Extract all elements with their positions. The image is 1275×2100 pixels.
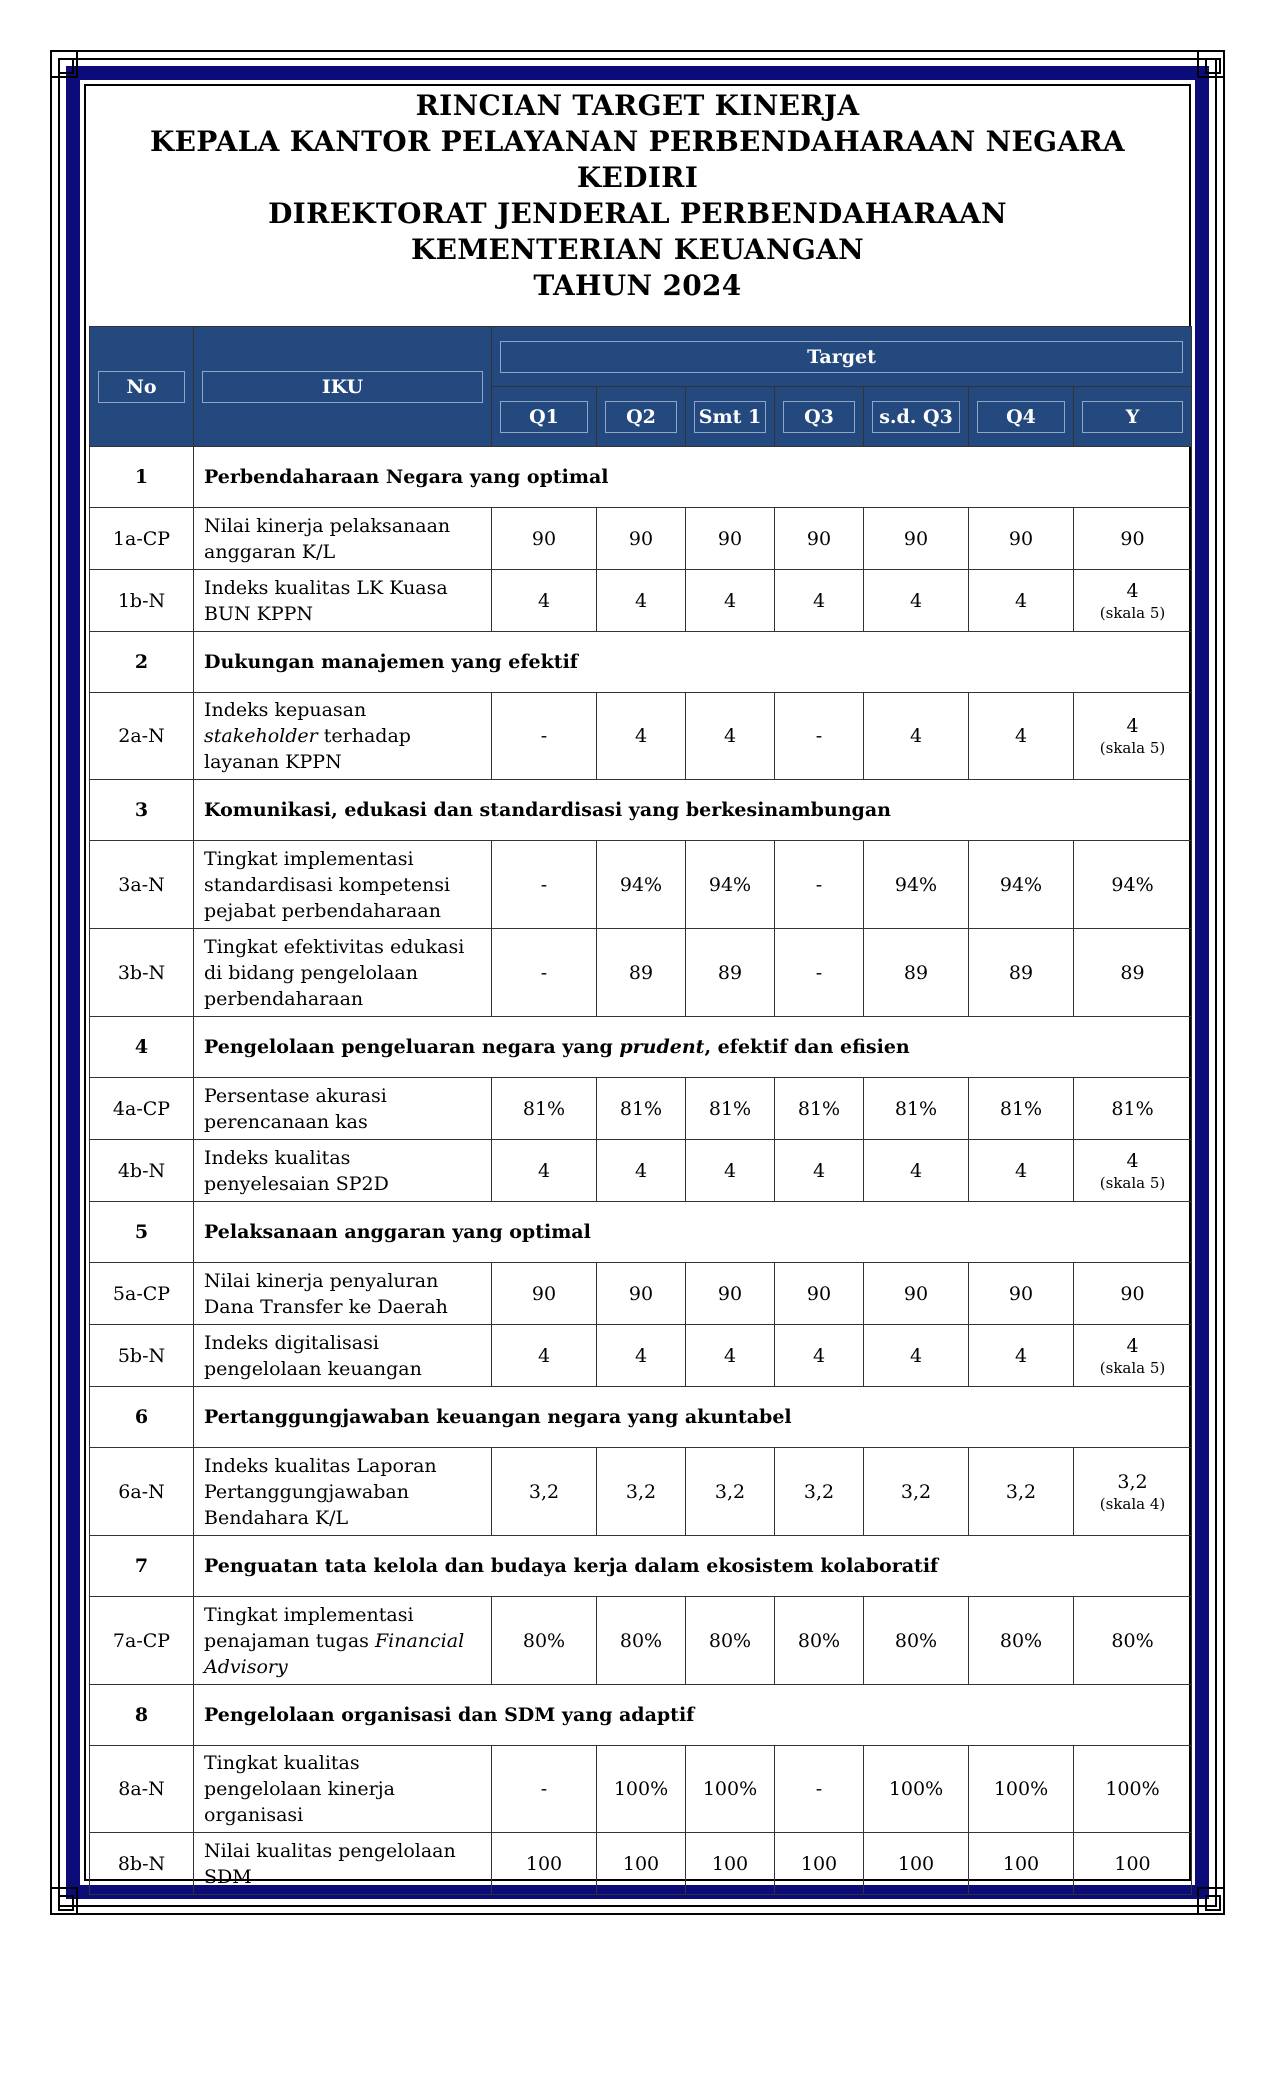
iku-code: 4a-CP [90, 1078, 194, 1140]
target-q2: 80% [597, 1597, 686, 1685]
iku-name-part: Indeks kepuasan [204, 699, 367, 721]
target-smt1: 89 [686, 929, 775, 1017]
target-q2: 4 [597, 570, 686, 632]
target-q4: 100% [969, 1746, 1074, 1833]
target-q3: 4 [775, 1140, 864, 1202]
frame-corner-ornament [50, 50, 78, 78]
target-q3: 100 [775, 1833, 864, 1895]
header-q4: Q4 [969, 387, 1074, 447]
scale-note: (skala 4) [1099, 1494, 1166, 1513]
iku-name [194, 693, 492, 780]
target-sdq3: 4 [864, 570, 969, 632]
target-y-value: 4 [1126, 579, 1139, 602]
target-q2: 4 [597, 693, 686, 780]
target-sdq3: 100% [864, 1746, 969, 1833]
target-q3: 3,2 [775, 1448, 864, 1536]
iku-name: Persentase akurasi perencanaan kas [194, 1078, 492, 1140]
target-y-value: 4 [1126, 1334, 1139, 1357]
table-row [90, 1325, 1192, 1387]
target-q2: 94% [597, 841, 686, 929]
iku-code: 8a-N [90, 1746, 194, 1833]
group-title-italic: prudent [619, 1036, 705, 1058]
scale-note: (skala 5) [1099, 739, 1166, 757]
table-row [90, 1597, 1192, 1685]
target-q1: 81% [492, 1078, 597, 1140]
table-row [90, 1746, 1192, 1833]
target-q1: 4 [492, 570, 597, 632]
target-smt1: 90 [686, 508, 775, 570]
iku-code: 3b-N [90, 929, 194, 1017]
group-row [90, 632, 1192, 693]
table-row [90, 570, 1192, 632]
group-row [90, 1685, 1192, 1746]
header-no: No [90, 327, 194, 447]
target-y: 100% [1074, 1746, 1192, 1833]
title-line: KEPALA KANTOR PELAYANAN PERBENDAHARAAN NEGARA [150, 125, 1125, 158]
iku-code: 7a-CP [90, 1597, 194, 1685]
target-q4: 94% [969, 841, 1074, 929]
target-y-value: 3,2 [1117, 1470, 1148, 1493]
scale-note: (skala 5) [1099, 1173, 1166, 1192]
group-row [90, 1387, 1192, 1448]
target-y: 90 [1074, 508, 1192, 570]
target-y: 81% [1074, 1078, 1192, 1140]
target-q4: 80% [969, 1597, 1074, 1685]
group-number: 3 [90, 780, 194, 841]
target-smt1: 90 [686, 1263, 775, 1325]
target-q4: 90 [969, 1263, 1074, 1325]
target-q3: - [775, 1746, 864, 1833]
target-q1: 3,2 [492, 1448, 597, 1536]
group-number: 1 [90, 447, 194, 508]
target-y-value: 4 [1126, 715, 1139, 737]
target-y: 100 [1074, 1833, 1192, 1895]
target-q4: 4 [969, 1140, 1074, 1202]
target-y: 94% [1074, 841, 1192, 929]
iku-name: Nilai kinerja penyaluran Dana Transfer ke Daerah [194, 1263, 492, 1325]
group-title: Pelaksanaan anggaran yang optimal [194, 1202, 1192, 1263]
target-sdq3: 4 [864, 1325, 969, 1387]
target-q4: 4 [969, 693, 1074, 780]
group-title-part: Pengelolaan pengeluaran negara yang [204, 1036, 620, 1058]
target-smt1: 4 [686, 693, 775, 780]
table-row [90, 1448, 1192, 1536]
target-q3: 80% [775, 1597, 864, 1685]
group-number: 2 [90, 632, 194, 693]
target-q2: 90 [597, 508, 686, 570]
target-smt1: 4 [686, 1325, 775, 1387]
iku-code: 1b-N [90, 570, 194, 632]
table-row [90, 841, 1192, 929]
header-q2: Q2 [597, 387, 686, 447]
target-q4: 4 [969, 570, 1074, 632]
table-row [90, 929, 1192, 1017]
iku-name-italic: stakeholder [204, 725, 318, 747]
target-smt1: 4 [686, 570, 775, 632]
target-q4: 89 [969, 929, 1074, 1017]
target-q1: 4 [492, 1140, 597, 1202]
target-y [1074, 1140, 1192, 1202]
target-q2: 90 [597, 1263, 686, 1325]
target-q1: 90 [492, 1263, 597, 1325]
document-title [100, 88, 1175, 304]
iku-code: 1a-CP [90, 508, 194, 570]
target-q3: - [775, 929, 864, 1017]
target-q3: 4 [775, 1325, 864, 1387]
table-row [90, 693, 1192, 780]
group-number: 6 [90, 1387, 194, 1448]
frame-corner-ornament [1197, 50, 1225, 78]
iku-code: 5b-N [90, 1325, 194, 1387]
group-number: 8 [90, 1685, 194, 1746]
target-q4: 81% [969, 1078, 1074, 1140]
target-q4: 4 [969, 1325, 1074, 1387]
table-row [90, 1140, 1192, 1202]
target-y-value: 4 [1126, 1149, 1139, 1172]
group-title: Komunikasi, edukasi dan standardisasi yang berkesinambungan [194, 780, 1192, 841]
target-smt1: 94% [686, 841, 775, 929]
group-title-part: , efektif dan efisien [704, 1036, 910, 1058]
target-q3: 81% [775, 1078, 864, 1140]
target-sdq3: 90 [864, 1263, 969, 1325]
target-q1: 80% [492, 1597, 597, 1685]
frame-corner-ornament [1197, 1887, 1225, 1915]
target-y [1074, 1448, 1192, 1536]
target-q1: 4 [492, 1325, 597, 1387]
target-y [1074, 570, 1192, 632]
target-q3: - [775, 841, 864, 929]
iku-name-italic: Financial Advisory [204, 1629, 465, 1678]
iku-name: Nilai kinerja pelaksanaan anggaran K/L [194, 508, 492, 570]
target-smt1: 81% [686, 1078, 775, 1140]
group-title [194, 1017, 1192, 1078]
target-q2: 100% [597, 1746, 686, 1833]
target-sdq3: 89 [864, 929, 969, 1017]
target-q3: 90 [775, 1263, 864, 1325]
group-number: 4 [90, 1017, 194, 1078]
iku-name: Indeks kualitas LK Kuasa BUN KPPN [194, 570, 492, 632]
table-row [90, 1263, 1192, 1325]
target-sdq3: 3,2 [864, 1448, 969, 1536]
target-q2: 89 [597, 929, 686, 1017]
target-smt1: 4 [686, 1140, 775, 1202]
iku-name: Tingkat efektivitas edukasi di bidang pengelolaan perbendaharaan [194, 929, 492, 1017]
target-q2: 4 [597, 1140, 686, 1202]
target-sdq3: 94% [864, 841, 969, 929]
group-title: Pengelolaan organisasi dan SDM yang adaptif [194, 1685, 1192, 1746]
target-q2: 100 [597, 1833, 686, 1895]
target-q1: 90 [492, 508, 597, 570]
target-q3: - [775, 693, 864, 780]
iku-name: Nilai kualitas pengelolaan SDM [194, 1833, 492, 1895]
target-q3: 90 [775, 508, 864, 570]
title-line: RINCIAN TARGET KINERJA [415, 89, 860, 122]
target-q1: - [492, 1746, 597, 1833]
frame-corner-ornament [50, 1887, 78, 1915]
target-q1: 100 [492, 1833, 597, 1895]
group-title: Perbendaharaan Negara yang optimal [194, 447, 1192, 508]
iku-name: Indeks kualitas Laporan Pertanggungjawaban Bendahara K/L [194, 1448, 492, 1536]
group-row [90, 1536, 1192, 1597]
scale-note: (skala 5) [1099, 603, 1166, 622]
target-sdq3: 90 [864, 508, 969, 570]
target-q2: 4 [597, 1325, 686, 1387]
iku-name-part: Tingkat implementasi penajaman tugas [204, 1603, 414, 1652]
title-line: KEDIRI [576, 161, 699, 194]
group-title: Pertanggungjawaban keuangan negara yang akuntabel [194, 1387, 1192, 1448]
table-row [90, 508, 1192, 570]
iku-name-part: terhadap layanan KPPN [204, 725, 411, 773]
target-y [1074, 693, 1192, 780]
group-row [90, 1202, 1192, 1263]
target-q1: - [492, 841, 597, 929]
target-y: 89 [1074, 929, 1192, 1017]
target-q4: 100 [969, 1833, 1074, 1895]
group-number: 5 [90, 1202, 194, 1263]
iku-code: 5a-CP [90, 1263, 194, 1325]
target-smt1: 3,2 [686, 1448, 775, 1536]
iku-name [194, 1597, 492, 1685]
target-sdq3: 4 [864, 1140, 969, 1202]
iku-code: 4b-N [90, 1140, 194, 1202]
target-y [1074, 1325, 1192, 1387]
title-line: DIREKTORAT JENDERAL PERBENDAHARAAN [268, 197, 1007, 230]
target-q3: 4 [775, 570, 864, 632]
title-line: KEMENTERIAN KEUANGAN [410, 233, 864, 266]
table-row [90, 1833, 1192, 1895]
header-smt1: Smt 1 [686, 387, 775, 447]
header-q1: Q1 [492, 387, 597, 447]
target-q4: 90 [969, 508, 1074, 570]
target-smt1: 100% [686, 1746, 775, 1833]
iku-code: 8b-N [90, 1833, 194, 1895]
target-smt1: 100 [686, 1833, 775, 1895]
group-number: 7 [90, 1536, 194, 1597]
iku-name: Tingkat kualitas pengelolaan kinerja organisasi [194, 1746, 492, 1833]
target-sdq3: 81% [864, 1078, 969, 1140]
group-title: Dukungan manajemen yang efektif [194, 632, 1192, 693]
target-q2: 3,2 [597, 1448, 686, 1536]
iku-name: Indeks digitalisasi pengelolaan keuangan [194, 1325, 492, 1387]
title-line: TAHUN 2024 [533, 269, 742, 302]
iku-code: 6a-N [90, 1448, 194, 1536]
target-q4: 3,2 [969, 1448, 1074, 1536]
group-title: Penguatan tata kelola dan budaya kerja dalam ekosistem kolaboratif [194, 1536, 1192, 1597]
iku-name: Tingkat implementasi standardisasi kompetensi pejabat perbendaharaan [194, 841, 492, 929]
header-iku: IKU [194, 327, 492, 447]
header-target: Target [492, 327, 1192, 387]
target-y: 80% [1074, 1597, 1192, 1685]
header-sdq3: s.d. Q3 [864, 387, 969, 447]
iku-code: 2a-N [90, 693, 194, 780]
group-row [90, 780, 1192, 841]
iku-code: 3a-N [90, 841, 194, 929]
target-sdq3: 100 [864, 1833, 969, 1895]
target-smt1: 80% [686, 1597, 775, 1685]
header-y: Y [1074, 387, 1192, 447]
target-q1: - [492, 929, 597, 1017]
scale-note: (skala 5) [1099, 1358, 1166, 1377]
target-q1: - [492, 693, 597, 780]
group-row [90, 1017, 1192, 1078]
target-table [89, 326, 1192, 1895]
header-q3: Q3 [775, 387, 864, 447]
iku-name: Indeks kualitas penyelesaian SP2D [194, 1140, 492, 1202]
target-q2: 81% [597, 1078, 686, 1140]
target-sdq3: 4 [864, 693, 969, 780]
target-y: 90 [1074, 1263, 1192, 1325]
group-row [90, 447, 1192, 508]
table-row [90, 1078, 1192, 1140]
target-sdq3: 80% [864, 1597, 969, 1685]
